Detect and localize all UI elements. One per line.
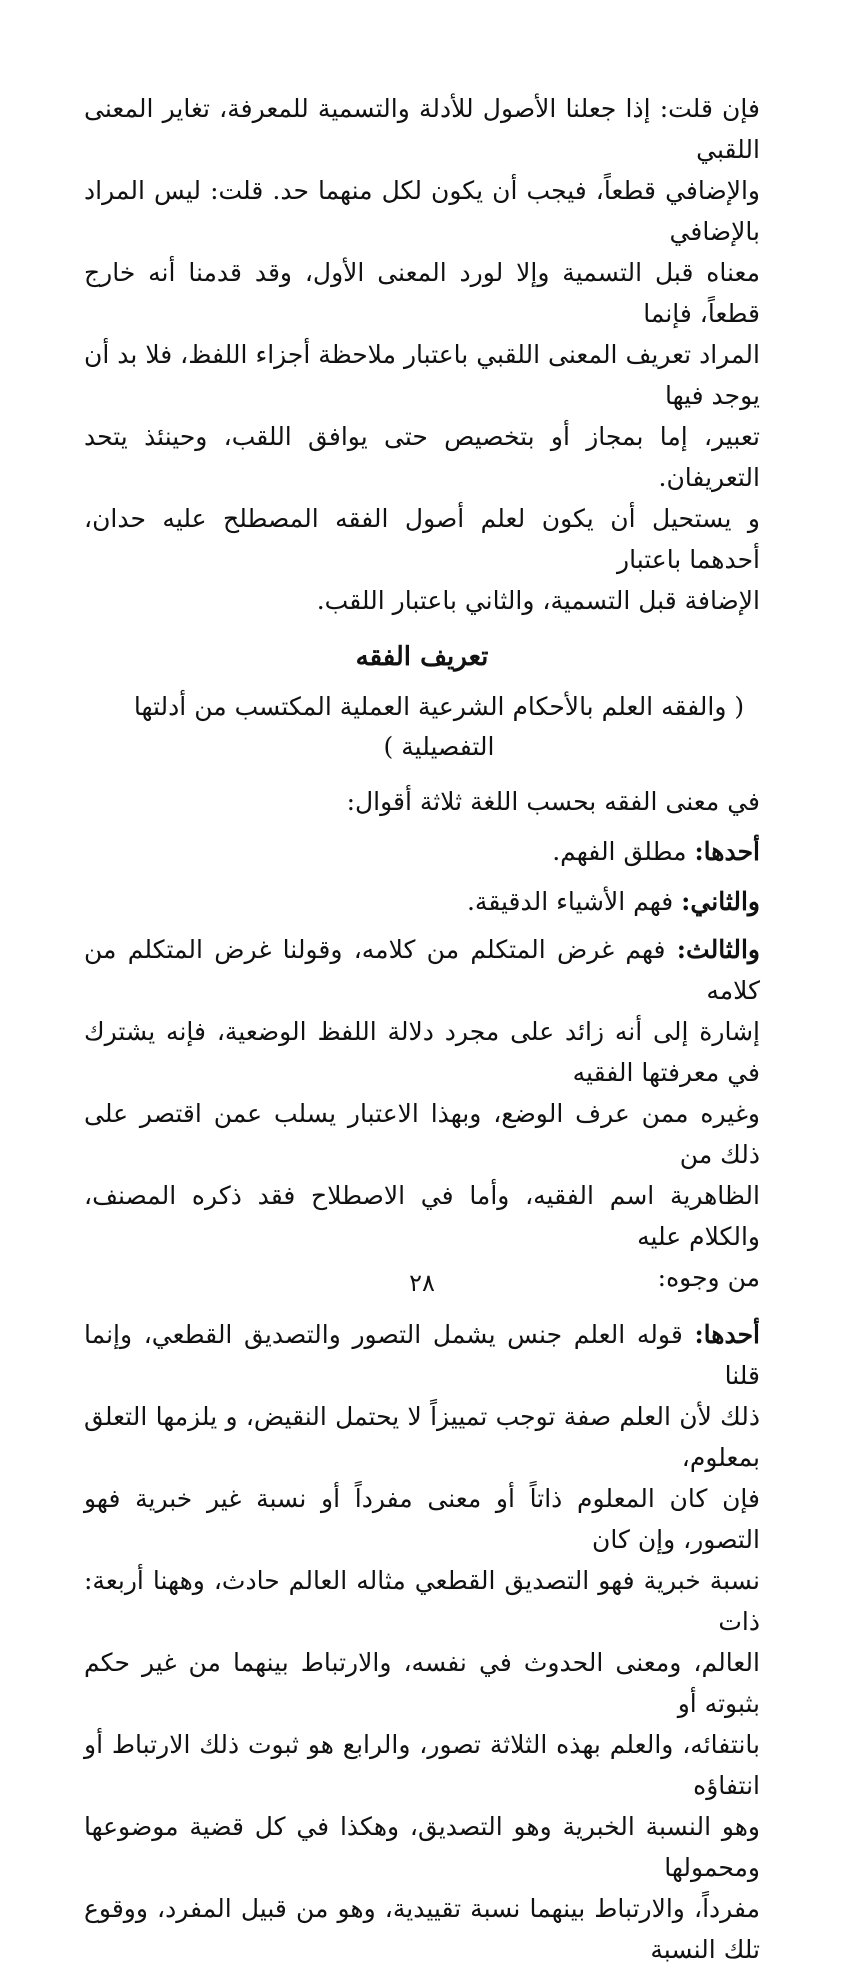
paragraph-line: ذلك لأن العلم صفة توجب تمييزاً لا يحتمل النقيض، و يلزمها التعلق بمعلوم، xyxy=(84,1402,760,1472)
meaning-two xyxy=(84,877,760,927)
paragraph-line: المراد تعريف المعنى اللقبي باعتبار ملاحظة أجزاء اللفظ، فلا بد أن يوجد فيها xyxy=(84,340,760,410)
paragraph-line: مفرداً، والارتباط بينهما نسبة تقييدية، وهو من قبيل المفرد، ووقوع تلك النسبة xyxy=(84,1894,760,1964)
paragraph-line xyxy=(84,929,760,1011)
meaning-three-text: فهم غرض المتكلم من كلامه، وقولنا غرض المتكلم من كلامه xyxy=(84,935,760,1005)
paragraph-line: نسبة خبرية فهو التصديق القطعي مثاله العالم حادث، وههنا أربعة: ذات xyxy=(84,1566,760,1636)
meaning-two-text: فهم الأشياء الدقيقة. xyxy=(466,887,674,916)
meaning-one-label: أحدها: xyxy=(694,837,760,866)
paragraph-line: الظاهرية اسم الفقيه، وأما في الاصطلاح فقد ذكره المصنف، والكلام عليه xyxy=(84,1181,760,1251)
paragraph-line: العالم، ومعنى الحدوث في نفسه، والارتباط بينهما من غير حكم بثبوته أو xyxy=(84,1648,760,1718)
point-one-label: أحدها: xyxy=(694,1320,760,1349)
intro-paragraph xyxy=(84,88,760,621)
point-one-text: قوله العلم جنس يشمل التصور والتصديق القطعي، وإنما قلنا xyxy=(84,1320,760,1390)
meaning-two-label: والثاني: xyxy=(681,887,760,916)
paragraph-line: وغيره ممن عرف الوضع، وبهذا الاعتبار يسلب عمن اقتصر على ذلك من xyxy=(84,1099,760,1169)
section-heading: تعريف الفقه xyxy=(355,642,489,672)
paragraph-line: فإن قلت: إذا جعلنا الأصول للأدلة والتسمية للمعرفة، تغاير المعنى اللقبي xyxy=(84,94,760,164)
meanings-intro: في معنى الفقه بحسب اللغة ثلاثة أقوال: xyxy=(346,787,760,816)
point-one-paragraph xyxy=(84,1314,760,1970)
paragraph-line: وهو النسبة الخبرية وهو التصديق، وهكذا في كل قضية موضوعها ومحمولها xyxy=(84,1812,760,1882)
paragraph-line: معناه قبل التسمية وإلا لورد المعنى الأول، وقد قدمنا أنه خارج قطعاً، فإنما xyxy=(84,258,760,328)
paragraph-line: بانتفائه، والعلم بهذه الثلاثة تصور، والرابع هو ثبوت ذلك الارتباط أو انتفاؤه xyxy=(84,1730,760,1800)
paragraph-line: فإن كان المعلوم ذاتاً أو معنى مفرداً أو نسبة غير خبرية فهو التصور، وإن كان xyxy=(84,1484,760,1554)
paragraph-line: من وجوه: xyxy=(657,1263,760,1292)
meaning-three-label: والثالث: xyxy=(676,935,760,964)
paragraph-line xyxy=(84,1314,760,1396)
paragraph-line: إشارة إلى أنه زائد على مجرد دلالة اللفظ الوضعية، فإنه يشترك في معرفتها الفقيه xyxy=(84,1017,760,1087)
page-number: ٢٨ xyxy=(409,1269,435,1297)
book-page xyxy=(84,88,760,1970)
definition-quote: ( والفقه العلم بالأحكام الشرعية العملية المكتسب من أدلتها التفصيلية ) xyxy=(133,692,745,761)
paragraph-line: و يستحيل أن يكون لعلم أصول الفقه المصطلح عليه حدان، أحدهما باعتبار xyxy=(84,504,760,574)
meaning-one xyxy=(84,827,760,877)
paragraph-line: والإضافي قطعاً، فيجب أن يكون لكل منهما حد. قلت: ليس المراد بالإضافي xyxy=(84,176,760,246)
meaning-three-paragraph xyxy=(84,929,760,1298)
paragraph-line: تعبير، إما بمجاز أو بتخصيص حتى يوافق اللقب، وحينئذ يتحد التعريفان. xyxy=(84,422,760,492)
paragraph-line: الإضافة قبل التسمية، والثاني باعتبار اللقب. xyxy=(316,586,760,615)
meaning-one-text: مطلق الفهم. xyxy=(552,837,687,866)
